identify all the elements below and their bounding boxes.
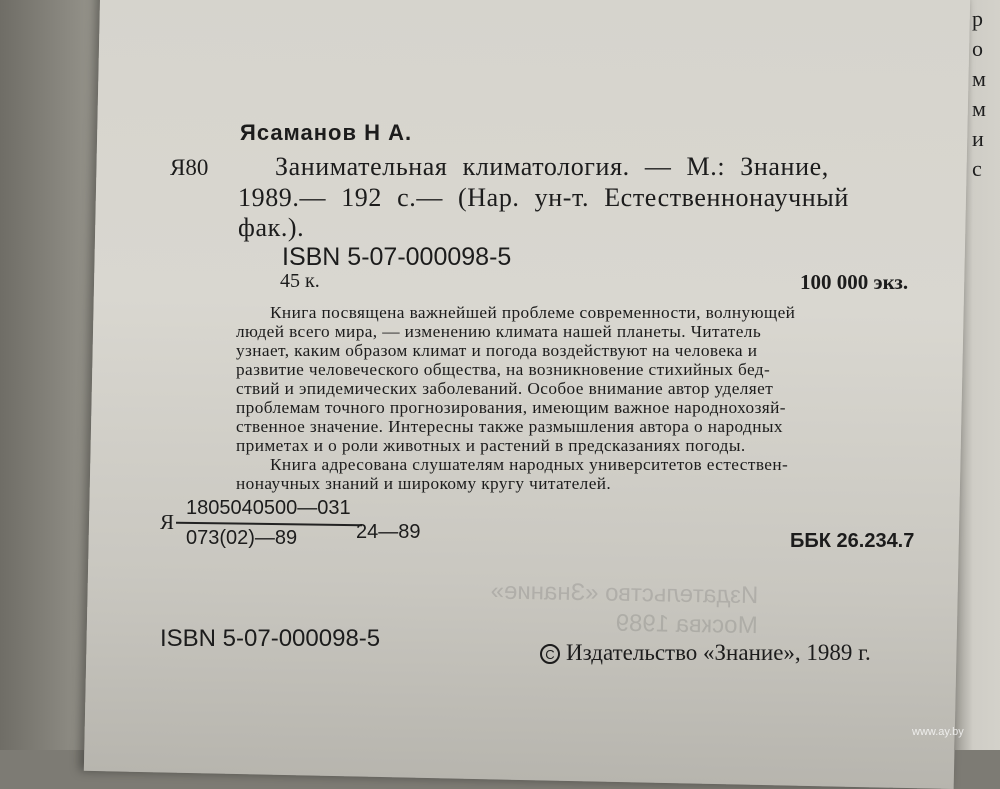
annotation-line: проблемам точного прогнозирования, имеющим важное народнохозяй-: [236, 398, 786, 417]
code-numerator: 1805040500—031: [186, 497, 351, 519]
copyright-icon: [540, 644, 560, 664]
annotation-line: людей всего мира, — изменению климата нашей планеты. Читатель: [236, 322, 762, 341]
author-name: Ясаманов Н А.: [240, 120, 413, 145]
price: 45 к.: [280, 270, 320, 292]
classification-code: Я80: [170, 155, 209, 180]
watermark: www.ay.by: [912, 726, 964, 738]
annotation-line: приметах и о роли животных и растений в предсказаниях погоды.: [236, 436, 746, 455]
bbk-code: ББК 26.234.7: [790, 530, 915, 552]
code-suffix: 24—89: [356, 521, 421, 543]
right-page-text-fragment: р о м м и с: [972, 6, 986, 181]
isbn-number: ISBN 5-07-000098-5: [282, 243, 512, 271]
copyright-symbol: C: [545, 646, 555, 662]
annotation-line: Книга посвящена важнейшей проблеме современности, волнующей: [270, 303, 796, 322]
annotation-line: ственное значение. Интересны также размышления автора о народных: [236, 417, 783, 436]
bleed-through-text: Издательство «Знание» Москва 1989: [490, 577, 759, 640]
footer-isbn: ISBN 5-07-000098-5: [160, 625, 381, 652]
code-denominator: 073(02)—89: [186, 527, 298, 549]
code-prefix: Я: [160, 510, 175, 534]
annotation-line: узнает, каким образом климат и погода воздействуют на человека и: [236, 341, 758, 360]
annotation-line: ствий и эпидемических заболеваний. Особое внимание автор уделяет: [236, 379, 774, 398]
title-line: 1989.— 192 с.— (Нар. ун-т. Естественнонаучный: [238, 183, 849, 212]
publisher-line: Издательство «Знание», 1989 г.: [566, 640, 871, 665]
title-line: Занимательная климатология. — М.: Знание,: [275, 152, 829, 181]
annotation-line: нонаучных знаний и широкому кругу читателей.: [236, 474, 612, 493]
annotation-line: Книга адресована слушателям народных университетов естествен-: [270, 455, 789, 474]
title-line: фак.).: [238, 213, 305, 242]
print-run: 100 000 экз.: [800, 270, 909, 294]
annotation-line: развитие человеческого общества, на возникновение стихийных бед-: [236, 360, 771, 379]
